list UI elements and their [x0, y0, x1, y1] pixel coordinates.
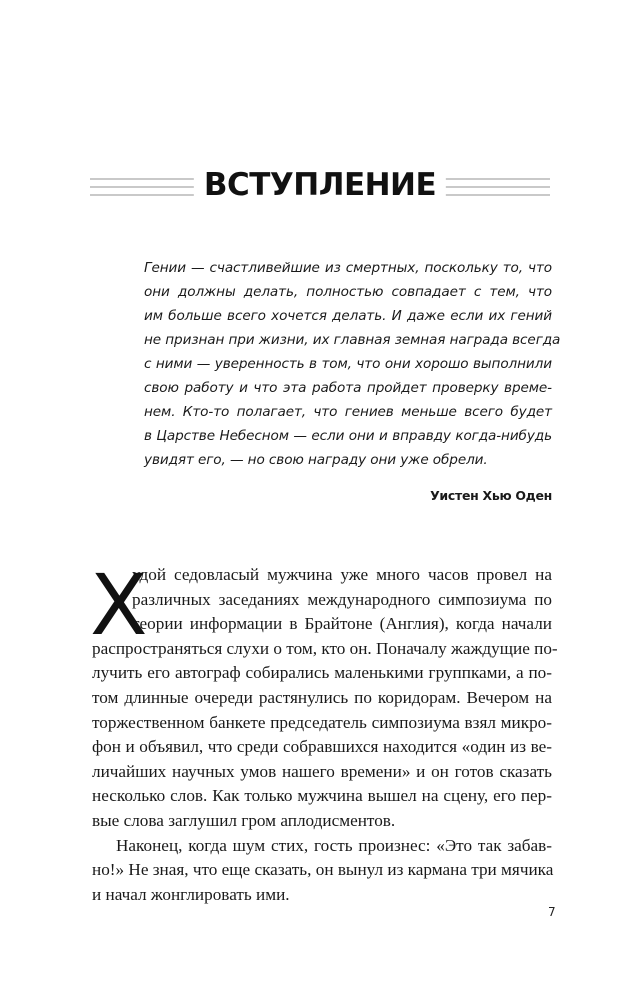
body-line: фон и объявил, что среди собравшихся находится «один из ве-: [92, 737, 552, 757]
chapter-title: ВСТУПЛЕНИЕ: [194, 166, 446, 204]
epigraph-author: Уистен Хью Оден: [430, 488, 552, 503]
body-line: различных заседаниях международного симпозиума по: [132, 589, 552, 609]
epigraph-line: Гении — счастливейшие из смертных, поскольку то, что: [144, 260, 552, 276]
body-line: и начал жонглировать ими.: [92, 884, 290, 904]
body-line: том длинные очереди растянулись по коридорам. Вечером на: [92, 687, 552, 707]
body-line: распространяться слухи о том, кто он. Поначалу жаждущие по-: [92, 638, 558, 658]
body-line: теории информации в Брайтоне (Англия), когда начали: [132, 614, 552, 634]
epigraph-line: им больше всего хочется делать. И даже если их гений: [144, 308, 552, 324]
epigraph-line: свою работу и что эта работа пройдет проверку време-: [144, 380, 552, 396]
epigraph-line: они должны делать, полностью совпадает с тем, что: [144, 284, 552, 300]
body-line: личайших научных умов нашего времени» и он готов сказать: [92, 761, 552, 781]
epigraph-line: нем. Кто-то полагает, что гениев меньше всего будет: [144, 404, 552, 420]
page-number: 7: [548, 905, 556, 919]
body-line: лучить его автограф собирались маленькими группками, а по-: [92, 663, 552, 683]
epigraph-line: не признан при жизни, их главная земная награда всегда: [144, 332, 561, 348]
body-line: несколько слов. Как только мужчина вышел на сцену, его пер-: [92, 786, 552, 806]
body-line: но!» Не зная, что еще сказать, он вынул из кармана три мячика: [92, 860, 554, 880]
epigraph: [144, 256, 561, 472]
body-line: удой седовласый мужчина уже много часов провел на: [132, 565, 552, 584]
epigraph-line: с ними — уверенность в том, что они хорошо выполнили: [144, 356, 552, 372]
body-text: [90, 556, 558, 907]
chapter-heading: [90, 167, 550, 203]
body-line: Наконец, когда шум стих, гость произнес: «Это так забав-: [116, 835, 552, 855]
epigraph-line: в Царстве Небесном — если они и вправду когда-нибудь: [144, 428, 552, 444]
body-line: торжественном банкете председатель симпозиума взял микро-: [92, 712, 552, 732]
epigraph-line: увидят его, — но свою награду они уже обрели.: [144, 452, 488, 468]
body-line: вые слова заглушил гром аплодисментов.: [92, 810, 396, 830]
drop-cap: Х: [90, 556, 148, 654]
